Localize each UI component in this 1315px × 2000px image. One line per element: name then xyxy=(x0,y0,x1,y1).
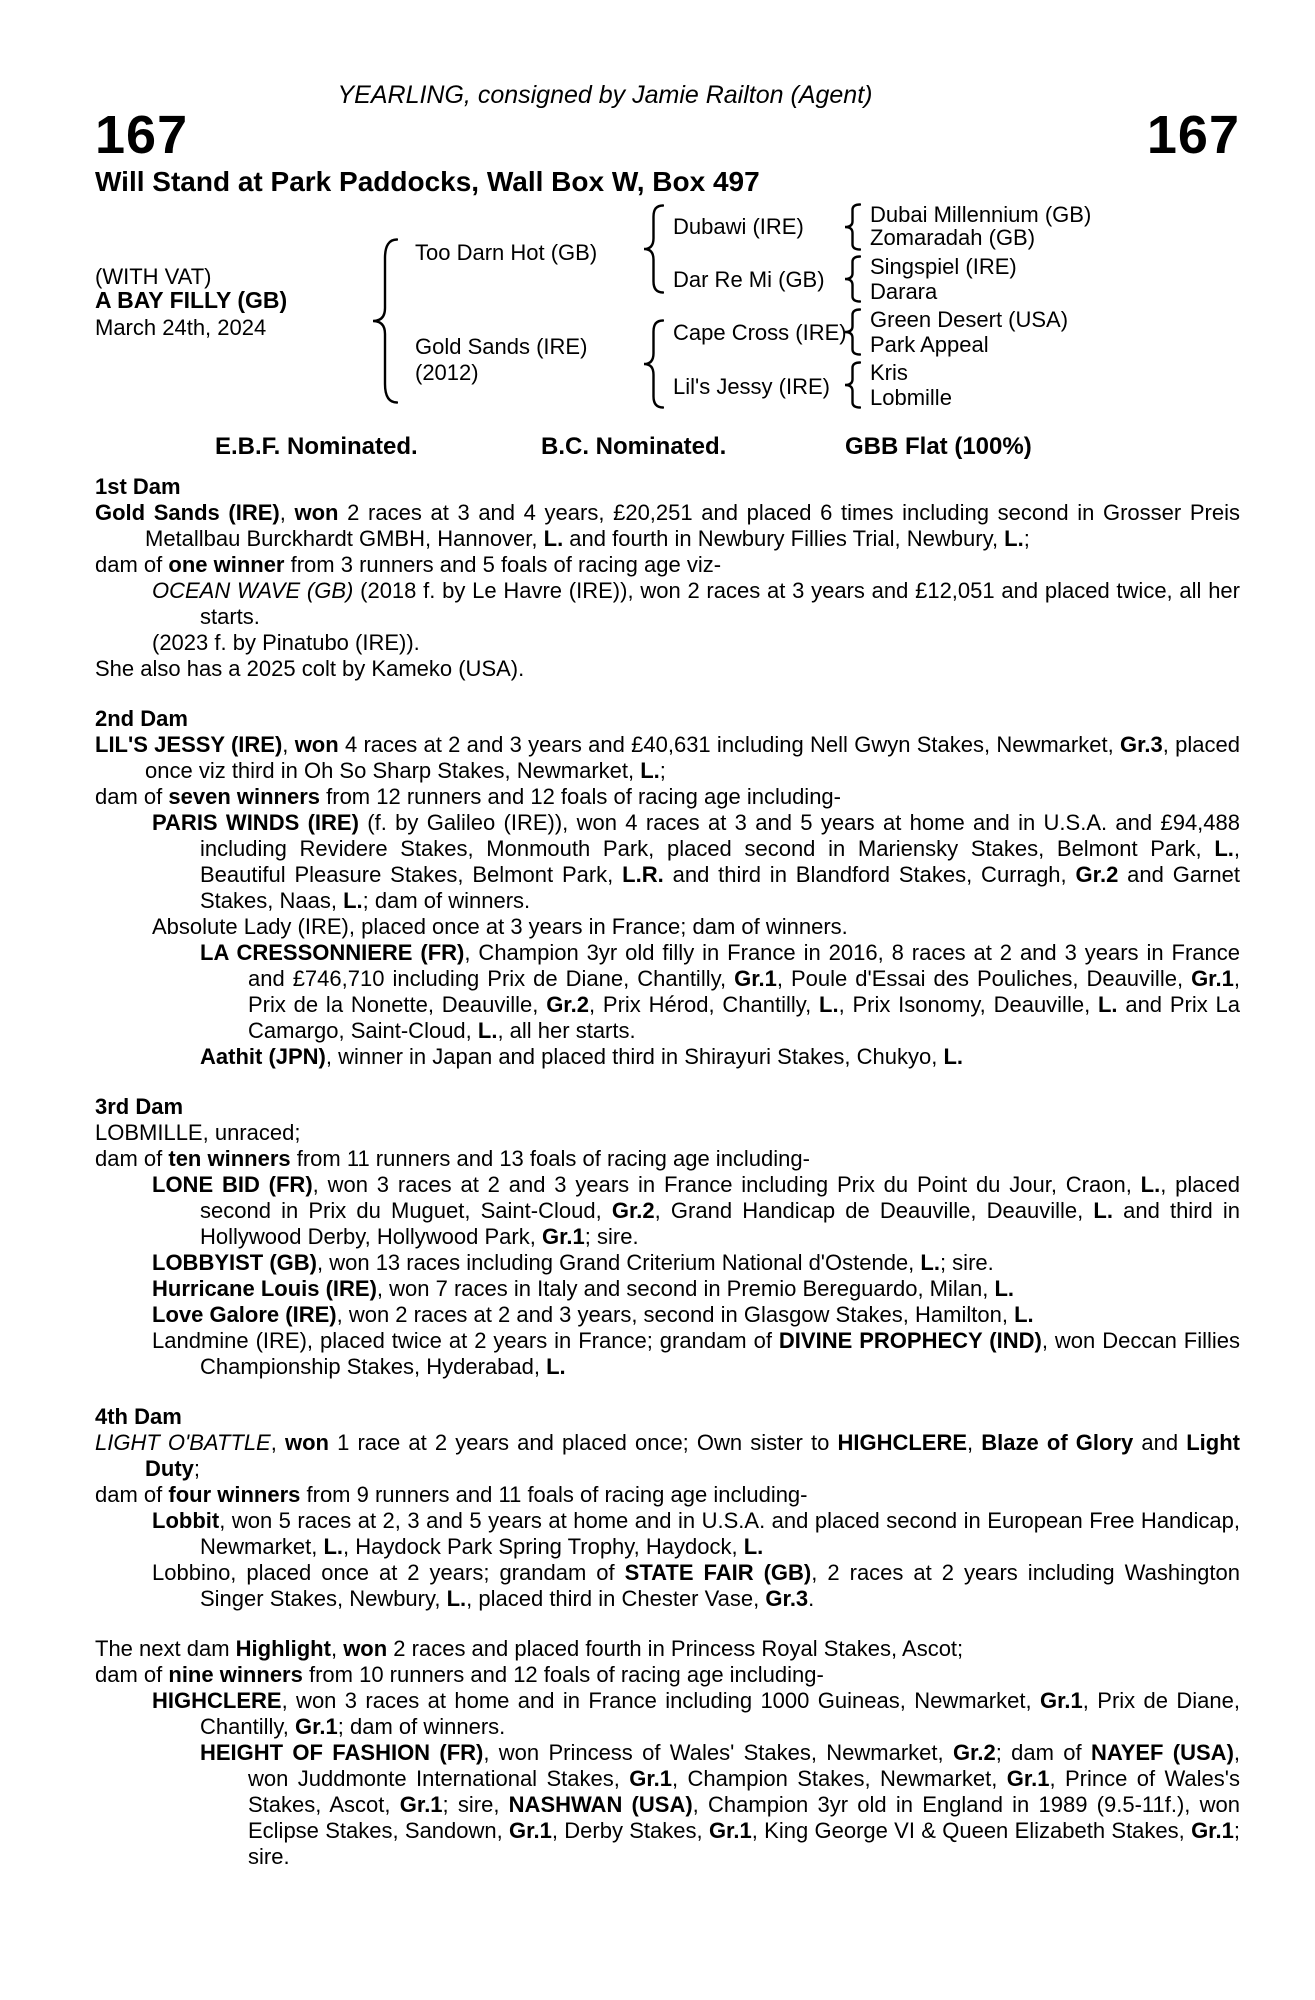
pedigree-paragraph: PARIS WINDS (IRE) (f. by Galileo (IRE)), won 4 races at 3 and 5 years at home and in U.S.A. and £94,488 including Revidere Stakes, Monmouth Park, placed second in Mariensky Stakes, Belmont Park, L., Beautiful Pleasure Stakes, Belmont Park, L.R. and third in Blandford Stakes, Curragh, Gr.2 and Garnet Stakes, Naas, L.; dam of winners. xyxy=(152,810,1241,913)
pedigree-paragraph: (2023 f. by Pinatubo (IRE)). xyxy=(152,630,420,655)
lot-number-right: 167 xyxy=(1146,105,1240,165)
dam-section xyxy=(95,1636,1240,1870)
consignor-line: YEARLING, consigned by Jamie Railton (Agent) xyxy=(337,81,873,109)
dam-heading: 1st Dam xyxy=(95,474,181,499)
pedigree-paragraph: Lobbino, placed once at 2 years; grandam of STATE FAIR (GB), 2 races at 2 years including Washington Singer Stakes, Newbury, L., placed third in Chester Vase, Gr.3. xyxy=(152,1560,1241,1611)
pedigree-paragraph: dam of four winners from 9 runners and 11 foals of racing age including- xyxy=(95,1482,808,1507)
bc-nomination: B.C. Nominated. xyxy=(541,433,727,460)
dam-heading: 2nd Dam xyxy=(95,706,188,731)
pedigree-brace-gp4 xyxy=(844,361,861,409)
pedigree-paragraph: LOBBYIST (GB), won 13 races including Grand Criterium National d'Ostende, L.; sire. xyxy=(152,1250,994,1275)
dam-section xyxy=(95,706,1240,1070)
dam-heading: 4th Dam xyxy=(95,1404,182,1429)
dam-sire: Cape Cross (IRE) xyxy=(673,320,847,345)
great-grandparent: Dubai Millennium (GB) xyxy=(870,202,1092,227)
dam-heading: 3rd Dam xyxy=(95,1094,184,1119)
gbb-nomination: GBB Flat (100%) xyxy=(845,433,1032,460)
pedigree-paragraph: LA CRESSONNIERE (FR), Champion 3yr old filly in France in 2016, 8 races at 2 and 3 years in France and £746,710 including Prix de Diane, Chantilly, Gr.1, Poule d'Essai des Pouliches, Deauville, Gr.1, Prix de la Nonette, Deauville, Gr.2, Prix Hérod, Chantilly, L., Prix Isonomy, Deauville, L. and Prix La Camargo, Saint-Cloud, L., all her starts. xyxy=(200,940,1240,1043)
ebf-nomination: E.B.F. Nominated. xyxy=(215,433,418,460)
great-grandparent: Singspiel (IRE) xyxy=(870,254,1017,279)
pedigree-paragraph: dam of one winner from 3 runners and 5 foals of racing age viz- xyxy=(95,552,722,577)
pedigree-paragraph: dam of nine winners from 10 runners and 12 foals of racing age including- xyxy=(95,1662,824,1687)
lot-number-left: 167 xyxy=(95,105,189,165)
nominations-row xyxy=(95,434,1240,462)
pedigree-brace-dam xyxy=(643,319,664,409)
pedigree-paragraph: LIL'S JESSY (IRE), won 4 races at 2 and 3 years and £40,631 including Nell Gwyn Stakes, Newmarket, Gr.3, placed once viz third in Oh So Sharp Stakes, Newmarket, L.; xyxy=(95,732,1240,783)
pedigree-paragraph: HIGHCLERE, won 3 races at home and in France including 1000 Guineas, Newmarket, Gr.1, Prix de Diane, Chantilly, Gr.1; dam of winners. xyxy=(152,1688,1240,1739)
great-grandparent: Park Appeal xyxy=(870,332,989,357)
with-vat-label: (WITH VAT) xyxy=(95,264,212,289)
catalogue-body xyxy=(95,474,1240,1870)
dam-section xyxy=(95,1094,1240,1380)
great-grandparent: Zomaradah (GB) xyxy=(870,225,1036,250)
pedigree-paragraph: dam of seven winners from 12 runners and 12 foals of racing age including- xyxy=(95,784,841,809)
subject-name: A BAY FILLY (GB) xyxy=(95,287,288,313)
pedigree-paragraph: LOBMILLE, unraced; xyxy=(95,1120,301,1145)
dam-name: Gold Sands (IRE) xyxy=(415,334,588,359)
pedigree-paragraph: dam of ten winners from 11 runners and 13 foals of racing age including- xyxy=(95,1146,810,1171)
sire-name: Too Darn Hot (GB) xyxy=(415,240,598,265)
pedigree-paragraph: She also has a 2025 colt by Kameko (USA). xyxy=(95,656,525,681)
pedigree-brace-sire xyxy=(643,204,664,294)
pedigree-paragraph: Landmine (IRE), placed twice at 2 years in France; grandam of DIVINE PROPHECY (IND), won Deccan Fillies Championship Stakes, Hyderabad, L. xyxy=(152,1328,1240,1379)
great-grandparent: Green Desert (USA) xyxy=(870,307,1069,332)
pedigree-brace-gp2 xyxy=(844,255,861,303)
pedigree-paragraph: The next dam Highlight, won 2 races and placed fourth in Princess Royal Stakes, Ascot; xyxy=(95,1636,964,1661)
pedigree-paragraph: Absolute Lady (IRE), placed once at 3 years in France; dam of winners. xyxy=(152,914,848,939)
pedigree-paragraph: OCEAN WAVE (GB) (2018 f. by Le Havre (IRE)), won 2 races at 3 years and £12,051 and placed twice, all her starts. xyxy=(152,578,1240,629)
dam-dam: Lil's Jessy (IRE) xyxy=(673,374,830,399)
sire-sire: Dubawi (IRE) xyxy=(673,214,804,239)
subject-foal-date: March 24th, 2024 xyxy=(95,315,267,340)
dam-year: (2012) xyxy=(415,360,479,385)
stand-location-line: Will Stand at Park Paddocks, Wall Box W, Box 497 xyxy=(95,166,760,197)
pedigree-brace-main xyxy=(372,238,398,404)
pedigree-paragraph: Aathit (JPN), winner in Japan and placed third in Shirayuri Stakes, Chukyo, L. xyxy=(200,1044,964,1069)
great-grandparent: Lobmille xyxy=(870,385,952,410)
dam-section xyxy=(95,474,1240,682)
pedigree-paragraph: Lobbit, won 5 races at 2, 3 and 5 years at home and in U.S.A. and placed second in European Free Handicap, Newmarket, L., Haydock Park Spring Trophy, Haydock, L. xyxy=(152,1508,1240,1559)
pedigree-paragraph: LONE BID (FR), won 3 races at 2 and 3 years in France including Prix du Point du Jour, Craon, L., placed second in Prix du Muguet, Saint-Cloud, Gr.2, Grand Handicap de Deauville, Deauville, L. and third in Hollywood Derby, Hollywood Park, Gr.1; sire. xyxy=(152,1172,1241,1249)
pedigree-paragraph: Love Galore (IRE), won 2 races at 2 and 3 years, second in Glasgow Stakes, Hamilton, L. xyxy=(152,1302,1034,1327)
pedigree-paragraph: HEIGHT OF FASHION (FR), won Princess of Wales' Stakes, Newmarket, Gr.2; dam of NAYEF (USA), won Juddmonte International Stakes, Gr.1, Champion Stakes, Newmarket, Gr.1, Prince of Wales's Stakes, Ascot, Gr.1; sire, NASHWAN (USA), Champion 3yr old in England in 1989 (9.5-11f.), won Eclipse Stakes, Sandown, Gr.1, Derby Stakes, Gr.1, King George VI & Queen Elizabeth Stakes, Gr.1; sire. xyxy=(200,1740,1241,1869)
pedigree-tree xyxy=(95,200,1240,434)
pedigree-paragraph: Hurricane Louis (IRE), won 7 races in Italy and second in Premio Bereguardo, Milan, L. xyxy=(152,1276,1015,1301)
pedigree-brace-gp1 xyxy=(844,203,861,251)
great-grandparent: Darara xyxy=(870,279,938,304)
pedigree-paragraph: Gold Sands (IRE), won 2 races at 3 and 4 years, £20,251 and placed 6 times including second in Grosser Preis Metallbau Burckhardt GMBH, Hannover, L. and fourth in Newbury Fillies Trial, Newbury, L.; xyxy=(95,500,1240,551)
sire-dam: Dar Re Mi (GB) xyxy=(673,267,825,292)
dam-section xyxy=(95,1404,1240,1612)
great-grandparent: Kris xyxy=(870,360,908,385)
pedigree-paragraph: LIGHT O'BATTLE, won 1 race at 2 years and placed once; Own sister to HIGHCLERE, Blaze of Glory and Light Duty; xyxy=(95,1430,1240,1481)
